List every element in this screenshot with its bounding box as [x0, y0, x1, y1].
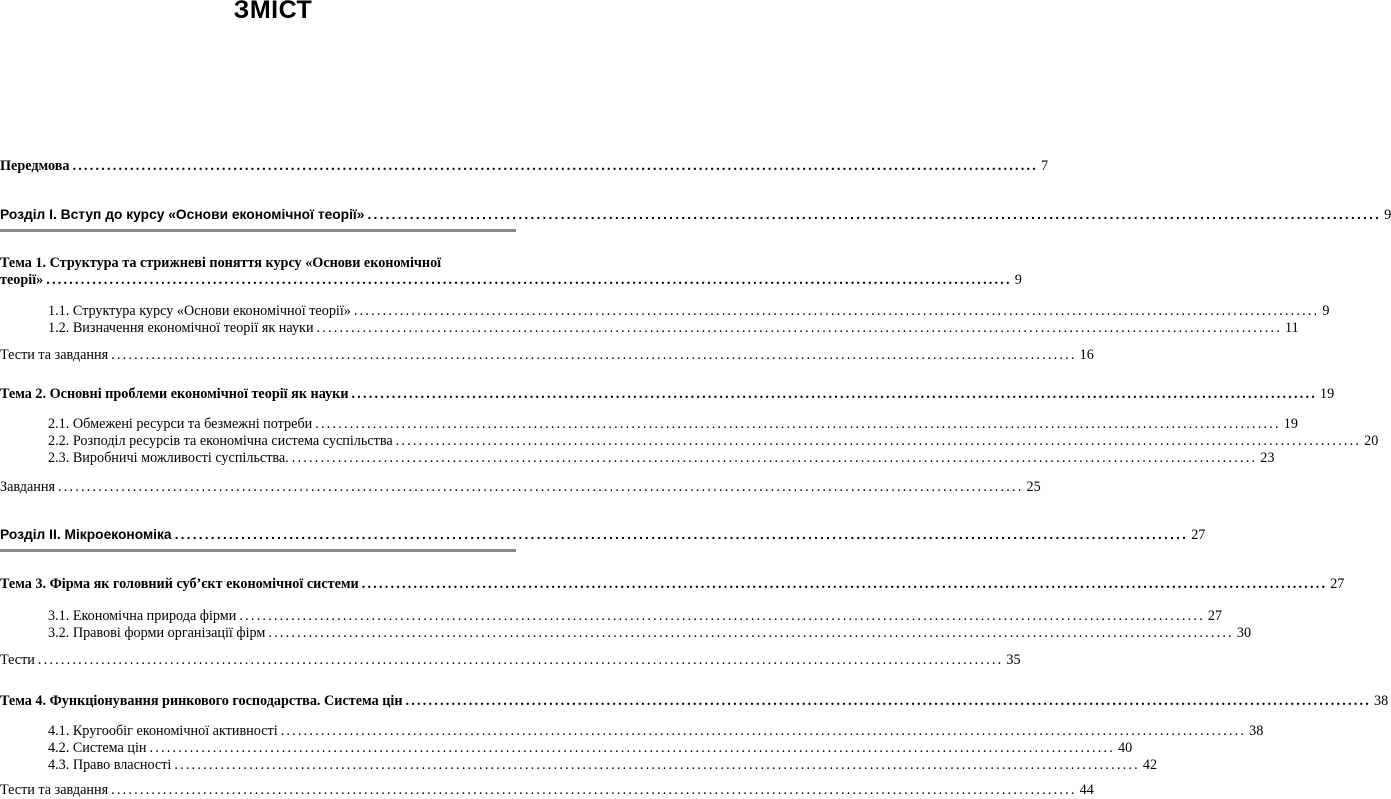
toc-topic-3[interactable] [0, 575, 1345, 593]
toc-page-number: 9 [1322, 303, 1330, 319]
dot-leader: ........................................................................................................................................................................ [280, 723, 1247, 739]
toc-entry-label: 3.1. Економічна природа фірми [48, 608, 237, 624]
toc-section-label: Розділ II. Мікроекономіка [0, 527, 172, 542]
toc-entry-label: Завдання [0, 479, 55, 495]
toc-page-number: 30 [1236, 625, 1252, 641]
toc-subentry-2-3[interactable] [48, 449, 1275, 467]
toc-entry-label: 1.2. Визначення економічної теорії як науки [48, 320, 314, 336]
dot-leader: ........................................................................................................................................................................ [315, 416, 1281, 432]
toc-page-number: 19 [1283, 416, 1298, 432]
toc-section-1[interactable] [0, 206, 1391, 224]
toc-page-number: 7 [1040, 158, 1049, 174]
dot-leader: ........................................................................................................................................................................ [395, 433, 1362, 449]
toc-entry-label: Тема 4. Функціонування ринкового господарства. Система цін [0, 693, 403, 709]
dot-leader: ........................................................................................................................................................................ [268, 625, 1234, 641]
toc-entry-label: Передмова [0, 158, 70, 174]
toc-entry-tasks-2[interactable] [0, 478, 1041, 496]
dot-leader: ........................................................................................................................................................................ [291, 450, 1258, 466]
toc-section-2[interactable] [0, 526, 1206, 544]
toc-subentry-1-1[interactable] [48, 302, 1330, 320]
dot-leader: ........................................................................................................................................................................ [405, 693, 1371, 709]
toc-page-number: 35 [1006, 652, 1021, 668]
toc-subentry-3-1[interactable] [48, 607, 1223, 625]
toc-topic-4[interactable] [0, 692, 1389, 710]
toc-page-number: 9 [1014, 272, 1022, 288]
toc-page-number: 27 [1330, 576, 1345, 592]
toc-entry-tests-3[interactable] [0, 651, 1021, 669]
dot-leader: ........................................................................................................................................................................ [239, 608, 1205, 624]
toc-entry-label: 2.3. Виробничі можливості суспільства. [48, 450, 289, 466]
toc-page-number: 11 [1285, 320, 1299, 336]
dot-leader: ........................................................................................................................................................................ [111, 782, 1077, 798]
toc-topic-2[interactable] [0, 385, 1335, 403]
toc-entry-label: 4.1. Кругообіг економічної активності [48, 723, 278, 739]
toc-entry-label: 2.1. Обмежені ресурси та безмежні потреби [48, 416, 313, 432]
toc-entry-label: Тести та завдання [0, 782, 109, 798]
dot-leader: ........................................................................................................................................................................ [174, 757, 1140, 773]
toc-entry-label: 4.3. Право власності [48, 757, 172, 773]
dot-leader: ........................................................................................................................................................................ [174, 527, 1189, 542]
dot-leader: ........................................................................................................................................................................ [361, 576, 1328, 592]
toc-subentry-4-1[interactable] [48, 722, 1264, 740]
toc-page-number: 9 [1384, 207, 1391, 223]
toc-entry-label: 3.2. Правові форми організації фірм [48, 625, 266, 641]
dot-leader: ........................................................................................................................................................................ [72, 158, 1038, 174]
toc-page-number: 23 [1260, 450, 1275, 466]
section-divider [0, 229, 516, 232]
section-divider [0, 549, 516, 552]
dot-leader: ........................................................................................................................................................................ [353, 303, 1320, 319]
toc-subentry-3-2[interactable] [48, 624, 1252, 642]
toc-page-number: 16 [1079, 347, 1094, 363]
dot-leader: ........................................................................................................................................................................ [37, 652, 1004, 668]
toc-entry-foreword[interactable] [0, 157, 1049, 175]
toc-subentry-4-2[interactable] [48, 739, 1133, 757]
toc-subentry-2-1[interactable] [48, 415, 1298, 433]
toc-topic-1-line2[interactable] [0, 271, 1022, 289]
toc-page-number: 20 [1364, 433, 1379, 449]
toc-topic-1-line1[interactable]: Тема 1. Структура та стрижневі поняття курсу «Основи економічної [0, 255, 442, 271]
dot-leader: ........................................................................................................................................................................ [46, 272, 1012, 288]
toc-entry-label: Тема 3. Фірма як головний суб’єкт економічної системи [0, 576, 359, 592]
toc-section-label: Розділ I. Вступ до курсу «Основи економічної теорії» [0, 207, 365, 222]
toc-page-number: 27 [1207, 608, 1223, 624]
dot-leader: ........................................................................................................................................................................ [57, 479, 1024, 495]
dot-leader: ........................................................................................................................................................................ [316, 320, 1283, 336]
toc-page-number: 42 [1142, 757, 1158, 773]
toc-entry-tests-4[interactable] [0, 781, 1094, 799]
toc-page-number: 38 [1373, 693, 1389, 709]
toc-entry-label: Тема 2. Основні проблеми економічної теорії як науки [0, 386, 349, 402]
toc-entry-label: Тести [0, 652, 35, 668]
toc-subentry-2-2[interactable] [48, 432, 1379, 450]
toc-page-number: 38 [1249, 723, 1264, 739]
dot-leader: ........................................................................................................................................................................ [111, 347, 1077, 363]
dot-leader: ........................................................................................................................................................................ [351, 386, 1318, 402]
dot-leader: ........................................................................................................................................................................ [149, 740, 1116, 756]
toc-entry-label: 1.1. Структура курсу «Основи економічної теорії» [48, 303, 351, 319]
toc-entry-label: 2.2. Розподіл ресурсів та економічна система суспільства [48, 433, 393, 449]
toc-page-number: 27 [1191, 527, 1206, 543]
toc-page-number: 25 [1026, 479, 1041, 495]
toc-page-number: 44 [1079, 782, 1094, 798]
toc-entry-label: 4.2. Система цін [48, 740, 147, 756]
toc-subentry-4-3[interactable] [48, 756, 1158, 774]
toc-entry-tests-1[interactable] [0, 346, 1094, 364]
dot-leader: ........................................................................................................................................................................ [367, 207, 1382, 222]
page-title: ЗМІСТ [233, 0, 313, 24]
toc-entry-label: теорії» [0, 272, 44, 288]
toc-page-number: 40 [1118, 740, 1133, 756]
toc-entry-label: Тести та завдання [0, 347, 109, 363]
toc-page-number: 19 [1320, 386, 1335, 402]
toc-subentry-1-2[interactable] [48, 319, 1299, 337]
